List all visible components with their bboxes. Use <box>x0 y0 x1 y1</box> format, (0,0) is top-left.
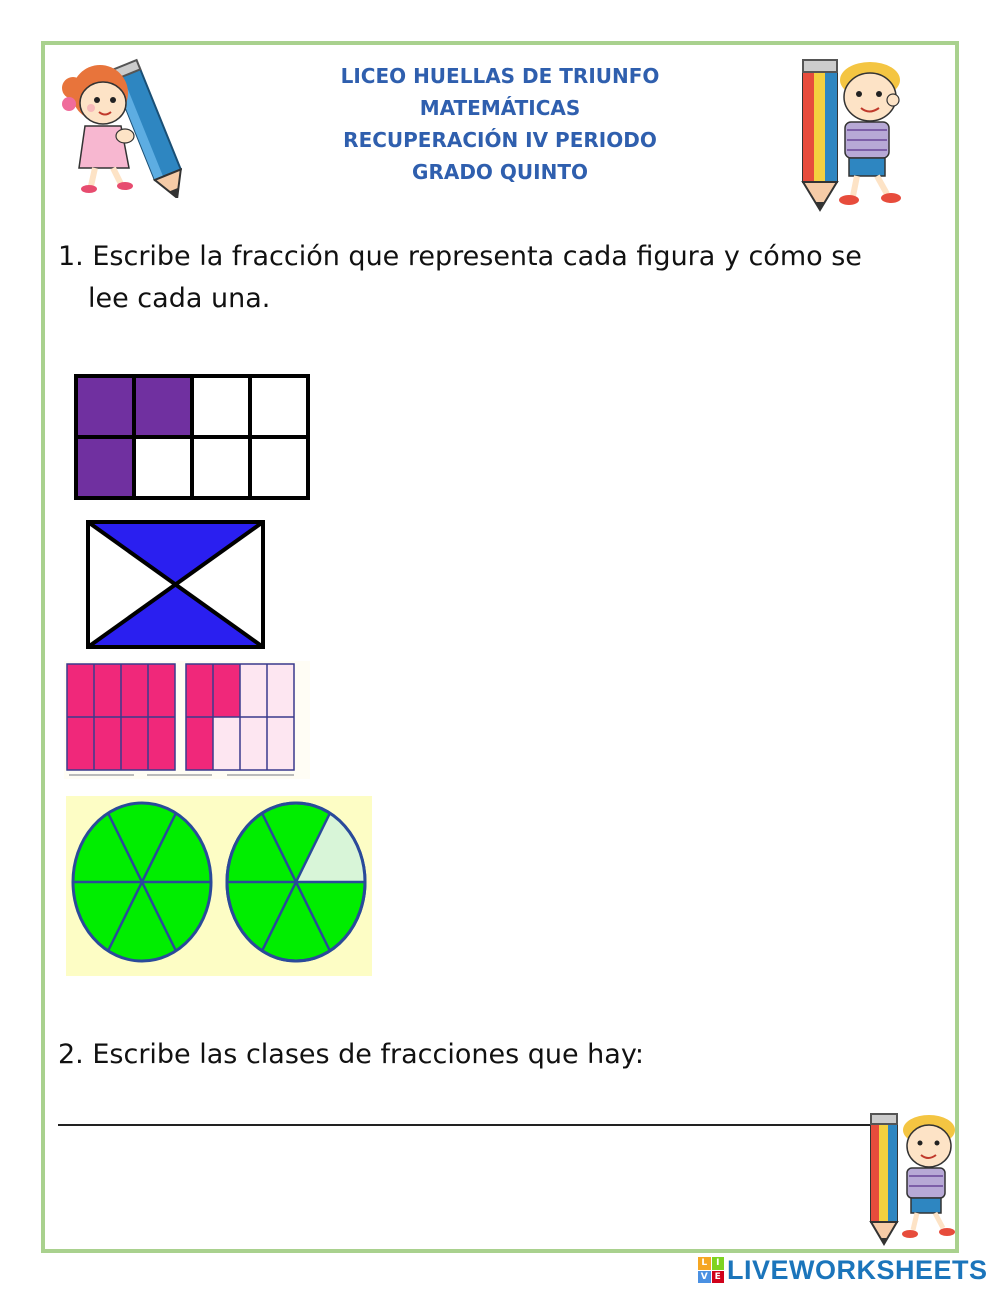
figure-hourglass <box>85 519 267 651</box>
question-1 <box>58 236 898 320</box>
grid-cell-3 <box>192 376 250 437</box>
bar-cell <box>186 717 213 770</box>
bar-panel-2 <box>186 664 294 770</box>
bar-cell <box>267 664 294 717</box>
bar-cell <box>121 664 148 717</box>
bar-cell <box>67 717 94 770</box>
answer-line[interactable] <box>58 1124 878 1126</box>
grid-cell-4 <box>250 376 308 437</box>
grid-cell-6 <box>134 437 192 498</box>
bar-cell <box>67 664 94 717</box>
girl-with-pencil-illustration <box>55 58 185 198</box>
boy-with-pencil-illustration <box>795 52 925 212</box>
bar-cell <box>240 664 267 717</box>
school-name: LICEO HUELLAS DE TRIUNFO <box>340 64 660 88</box>
grid-cell-8 <box>250 437 308 498</box>
grid-cell-7 <box>192 437 250 498</box>
question-2: 2. Escribe las clases de fracciones que hay: <box>58 1039 644 1070</box>
bar-cell <box>267 717 294 770</box>
bar-cell <box>213 717 240 770</box>
bar-cell <box>94 664 121 717</box>
liveworksheets-brand-text: LIVEWORKSHEETS <box>727 1254 988 1285</box>
grid-cell-1 <box>76 376 134 437</box>
circle-2 <box>227 803 365 961</box>
bar-cell <box>148 717 175 770</box>
bar-cell <box>240 717 267 770</box>
liveworksheets-logo-icon: L I V E <box>698 1257 724 1283</box>
question-1-line-2: lee cada una. <box>88 283 271 314</box>
bar-cell <box>213 664 240 717</box>
grid-cell-2 <box>134 376 192 437</box>
subject-title: MATEMÁTICAS <box>419 96 581 120</box>
figure-rect-grid <box>74 374 312 502</box>
bar-cell <box>121 717 148 770</box>
bar-panel-1 <box>67 664 175 770</box>
grade-title: GRADO QUINTO <box>412 160 588 184</box>
bar-cell <box>148 664 175 717</box>
worksheet-header <box>200 60 800 188</box>
question-1-line-1: 1. Escribe la fracción que representa cada figura y cómo se <box>58 241 862 272</box>
circle-1 <box>73 803 211 961</box>
boy-with-pencil-illustration-bottom <box>865 1108 975 1248</box>
period-title: RECUPERACIÓN IV PERIODO <box>343 128 657 152</box>
grid-cell-5 <box>76 437 134 498</box>
bar-cell <box>186 664 213 717</box>
figure-bars <box>64 661 310 779</box>
liveworksheets-logo[interactable] <box>698 1252 998 1288</box>
figure-circles <box>66 796 372 976</box>
bar-cell <box>94 717 121 770</box>
